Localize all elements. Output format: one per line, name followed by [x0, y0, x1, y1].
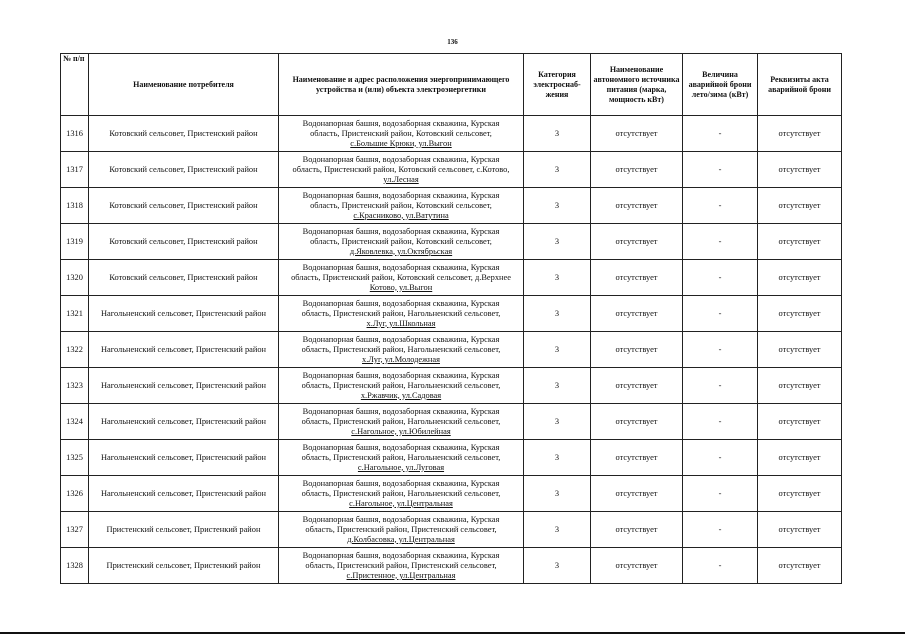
- row-category: 3: [524, 332, 591, 368]
- header-source: Наименование автономного источника питания (марка, мощность кВт): [591, 54, 683, 116]
- row-reserve: -: [683, 296, 758, 332]
- row-act: отсутствует: [758, 476, 842, 512]
- row-reserve: -: [683, 512, 758, 548]
- row-source: отсутствует: [591, 512, 683, 548]
- address-line: Водонапорная башня, водозаборная скважина, Курская: [302, 370, 500, 380]
- emergency-reserve-table: [60, 53, 842, 584]
- address-line: область, Пристенский район, Пристенский сельсовет,: [305, 524, 497, 534]
- row-source: отсутствует: [591, 368, 683, 404]
- row-act: отсутствует: [758, 152, 842, 188]
- table-header-row: [61, 54, 842, 116]
- table-row: [61, 260, 842, 296]
- address-line: Водонапорная башня, водозаборная скважина, Курская: [302, 262, 500, 272]
- table-row: [61, 548, 842, 584]
- row-address: [279, 152, 524, 188]
- row-act: отсутствует: [758, 260, 842, 296]
- row-consumer: Котовский сельсовет, Пристенский район: [89, 260, 279, 296]
- header-category: Категория электроснаб-жения: [524, 54, 591, 116]
- table-row: [61, 188, 842, 224]
- row-number: 1316: [61, 116, 89, 152]
- row-source: отсутствует: [591, 296, 683, 332]
- header-num: № п/п: [61, 54, 89, 116]
- row-act: отсутствует: [758, 224, 842, 260]
- row-consumer: Котовский сельсовет, Пристенский район: [89, 224, 279, 260]
- table-row: [61, 116, 842, 152]
- header-act: Реквизиты акта аварийной брони: [758, 54, 842, 116]
- row-consumer: Котовский сельсовет, Пристенский район: [89, 188, 279, 224]
- address-line: х.Луг, ул.Молодежная: [362, 354, 440, 364]
- row-category: 3: [524, 296, 591, 332]
- row-address: [279, 332, 524, 368]
- row-number: 1322: [61, 332, 89, 368]
- row-number: 1326: [61, 476, 89, 512]
- row-act: отсутствует: [758, 296, 842, 332]
- table-row: [61, 440, 842, 476]
- table-row: [61, 224, 842, 260]
- address-line: с.Нагольное, ул.Луговая: [357, 462, 445, 472]
- row-number: 1318: [61, 188, 89, 224]
- address-line: область, Пристенский район, Котовский сельсовет, д.Верхнее: [291, 272, 511, 282]
- address-line: область, Пристенский район, Котовский сельсовет, с.Котово,: [292, 164, 510, 174]
- address-line: Водонапорная башня, водозаборная скважина, Курская: [302, 550, 500, 560]
- row-category: 3: [524, 260, 591, 296]
- row-number: 1317: [61, 152, 89, 188]
- row-category: 3: [524, 404, 591, 440]
- address-line: область, Пристенский район, Нагольненский сельсовет,: [301, 344, 501, 354]
- row-consumer: Котовский сельсовет, Пристенский район: [89, 116, 279, 152]
- row-number: 1319: [61, 224, 89, 260]
- address-line: Водонапорная башня, водозаборная скважина, Курская: [302, 226, 500, 236]
- row-source: отсутствует: [591, 152, 683, 188]
- row-address: [279, 404, 524, 440]
- row-address: [279, 476, 524, 512]
- row-category: 3: [524, 512, 591, 548]
- row-source: отсутствует: [591, 260, 683, 296]
- row-source: отсутствует: [591, 476, 683, 512]
- address-line: Водонапорная башня, водозаборная скважина, Курская: [302, 298, 500, 308]
- address-line: область, Пристенский район, Пристенский сельсовет,: [305, 560, 497, 570]
- row-category: 3: [524, 152, 591, 188]
- address-line: д.Яковлевка, ул.Октябрьская: [349, 246, 453, 256]
- row-address: [279, 188, 524, 224]
- row-number: 1321: [61, 296, 89, 332]
- row-source: отсутствует: [591, 224, 683, 260]
- address-line: область, Пристенский район, Нагольненский сельсовет,: [301, 308, 501, 318]
- page-number: 136: [447, 38, 458, 46]
- address-line: с.Нагольное, ул.Юбилейная: [351, 426, 451, 436]
- row-act: отсутствует: [758, 188, 842, 224]
- row-reserve: -: [683, 476, 758, 512]
- row-reserve: -: [683, 332, 758, 368]
- address-line: область, Пристенский район, Нагольненский сельсовет,: [301, 452, 501, 462]
- row-act: отсутствует: [758, 332, 842, 368]
- address-line: Водонапорная башня, водозаборная скважина, Курская: [302, 154, 500, 164]
- address-line: Котово, ул.Выгон: [369, 282, 433, 292]
- row-category: 3: [524, 440, 591, 476]
- address-line: с.Пристенное, ул.Центральная: [346, 570, 456, 580]
- row-address: [279, 368, 524, 404]
- row-number: 1324: [61, 404, 89, 440]
- row-act: отсутствует: [758, 512, 842, 548]
- row-address: [279, 260, 524, 296]
- table-row: [61, 512, 842, 548]
- row-reserve: -: [683, 260, 758, 296]
- row-number: 1320: [61, 260, 89, 296]
- address-line: область, Пристенский район, Котовский сельсовет,: [310, 128, 492, 138]
- row-consumer: Нагольненский сельсовет, Пристенский район: [89, 332, 279, 368]
- address-line: область, Пристенский район, Нагольненский сельсовет,: [301, 416, 501, 426]
- row-address: [279, 224, 524, 260]
- row-number: 1327: [61, 512, 89, 548]
- row-act: отсутствует: [758, 548, 842, 584]
- row-reserve: -: [683, 116, 758, 152]
- address-line: область, Пристенский район, Нагольненский сельсовет,: [301, 488, 501, 498]
- address-line: х.Луг, ул.Школьная: [366, 318, 436, 328]
- row-consumer: Нагольненский сельсовет, Пристенский район: [89, 476, 279, 512]
- address-line: Водонапорная башня, водозаборная скважина, Курская: [302, 334, 500, 344]
- row-act: отсутствует: [758, 116, 842, 152]
- row-address: [279, 512, 524, 548]
- row-consumer: Нагольненский сельсовет, Пристенский район: [89, 404, 279, 440]
- row-reserve: -: [683, 548, 758, 584]
- row-source: отсутствует: [591, 332, 683, 368]
- address-line: Водонапорная башня, водозаборная скважина, Курская: [302, 190, 500, 200]
- row-source: отсутствует: [591, 440, 683, 476]
- address-line: область, Пристенский район, Нагольненский сельсовет,: [301, 380, 501, 390]
- row-act: отсутствует: [758, 440, 842, 476]
- row-consumer: Пристенский сельсовет, Пристенкий район: [89, 512, 279, 548]
- row-consumer: Пристенский сельсовет, Пристенкий район: [89, 548, 279, 584]
- row-category: 3: [524, 188, 591, 224]
- address-line: Водонапорная башня, водозаборная скважина, Курская: [302, 478, 500, 488]
- table-row: [61, 404, 842, 440]
- header-address: Наименование и адрес расположения энергопринимающего устройства и (или) объекта электроэнергетики: [279, 54, 524, 116]
- row-address: [279, 296, 524, 332]
- row-number: 1325: [61, 440, 89, 476]
- row-address: [279, 440, 524, 476]
- row-consumer: Котовский сельсовет, Пристенский район: [89, 152, 279, 188]
- address-line: с.Большие Крюки, ул.Выгон: [350, 138, 452, 148]
- table-row: [61, 152, 842, 188]
- row-consumer: Нагольненский сельсовет, Пристенский район: [89, 368, 279, 404]
- address-line: с.Нагольное, ул.Центральная: [349, 498, 453, 508]
- address-line: Водонапорная башня, водозаборная скважина, Курская: [302, 514, 500, 524]
- address-line: с.Красниково, ул.Ватутина: [353, 210, 449, 220]
- row-reserve: -: [683, 368, 758, 404]
- address-line: область, Пристенский район, Котовский сельсовет,: [310, 200, 492, 210]
- row-reserve: -: [683, 152, 758, 188]
- address-line: Водонапорная башня, водозаборная скважина, Курская: [302, 406, 500, 416]
- row-category: 3: [524, 476, 591, 512]
- row-category: 3: [524, 368, 591, 404]
- row-reserve: -: [683, 440, 758, 476]
- row-address: [279, 548, 524, 584]
- row-consumer: Нагольненский сельсовет, Пристенский район: [89, 440, 279, 476]
- row-category: 3: [524, 116, 591, 152]
- row-source: отсутствует: [591, 548, 683, 584]
- table-row: [61, 476, 842, 512]
- row-act: отсутствует: [758, 368, 842, 404]
- row-act: отсутствует: [758, 404, 842, 440]
- row-source: отсутствует: [591, 188, 683, 224]
- address-line: ул.Лесная: [383, 174, 419, 184]
- row-category: 3: [524, 548, 591, 584]
- row-number: 1323: [61, 368, 89, 404]
- table-row: [61, 332, 842, 368]
- address-line: д.Колбасовка, ул.Центральная: [347, 534, 455, 544]
- row-source: отсутствует: [591, 116, 683, 152]
- address-line: область, Пристенский район, Котовский сельсовет,: [310, 236, 492, 246]
- table-row: [61, 368, 842, 404]
- header-consumer: Наименование потребителя: [89, 54, 279, 116]
- row-consumer: Нагольненский сельсовет, Пристенский район: [89, 296, 279, 332]
- address-line: Водонапорная башня, водозаборная скважина, Курская: [302, 442, 500, 452]
- header-reserve: Величина аварийной брони лето/зима (кВт): [683, 54, 758, 116]
- table-row: [61, 296, 842, 332]
- bottom-rule: [0, 632, 905, 634]
- row-address: [279, 116, 524, 152]
- row-reserve: -: [683, 404, 758, 440]
- row-reserve: -: [683, 224, 758, 260]
- row-category: 3: [524, 224, 591, 260]
- table-body: [61, 116, 842, 584]
- row-reserve: -: [683, 188, 758, 224]
- row-source: отсутствует: [591, 404, 683, 440]
- address-line: х.Ржавчик, ул.Садовая: [360, 390, 442, 400]
- row-number: 1328: [61, 548, 89, 584]
- address-line: Водонапорная башня, водозаборная скважина, Курская: [302, 118, 500, 128]
